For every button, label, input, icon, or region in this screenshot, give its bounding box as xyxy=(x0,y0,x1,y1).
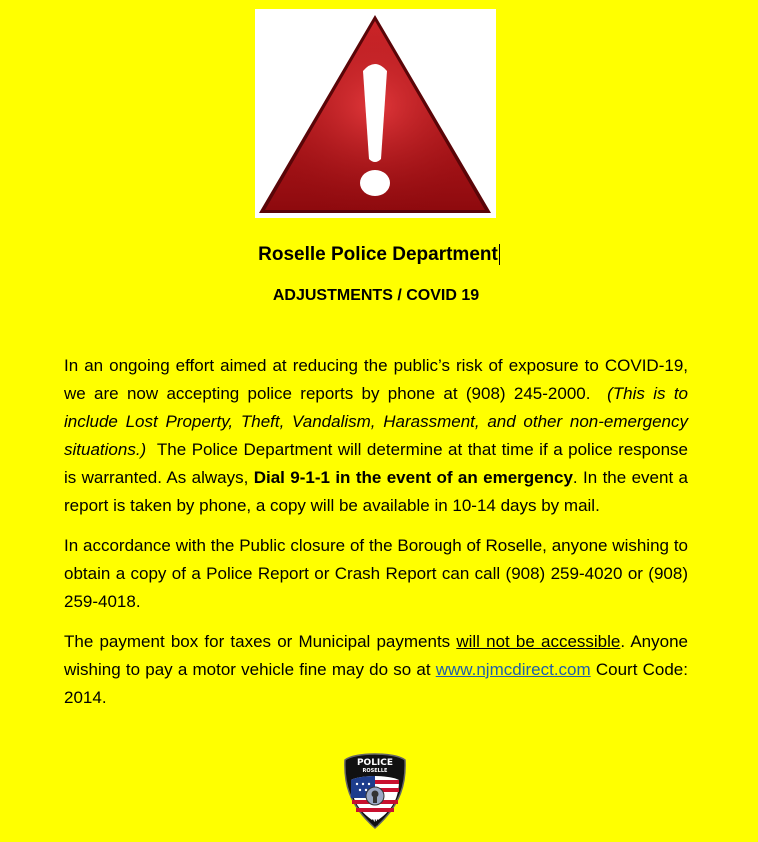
paragraph-reports: In an ongoing effort aimed at reducing the public’s risk of exposure to COVID-19, we are now accepting police reports by phone at (908) 245-2000. (This is to include Lost Property, Theft, Vandalism, Harassment, and other non-emergency situations.) The Police Department will determine at that time if a police response is warranted. As always, Dial 9-1-1 in the event of an emergency. In the event a report is taken by phone, a copy will be available in 10-14 days by mail. xyxy=(64,356,688,515)
badge-city-text: ROSELLE xyxy=(362,768,388,774)
emergency-notice: Dial 9-1-1 in the event of an emergency xyxy=(253,468,573,487)
page-subtitle: ADJUSTMENTS / COVID 19 xyxy=(272,287,480,304)
badge-top-text: POLICE xyxy=(356,758,394,768)
police-badge xyxy=(342,752,408,830)
police-badge-icon xyxy=(342,752,408,830)
njmcdirect-link[interactable]: www.njmcdirect.com xyxy=(435,660,591,679)
badge-state-text: NJ xyxy=(371,819,379,826)
notice-body xyxy=(64,352,688,712)
warning-image xyxy=(255,9,496,218)
page-title: Roselle Police Department xyxy=(258,244,498,265)
paragraph-payments: The payment box for taxes or Municipal payments will not be accessible. Anyone wishing to pay a motor vehicle fine may do so at www.njmcdirect.com Court Code: 2014. xyxy=(64,632,688,707)
paragraph-report-copies: In accordance with the Public closure of the Borough of Roselle, anyone wishing to obtain a copy of a Police Report or Crash Report can call (908) 259-4020 or (908) 259-4018. xyxy=(64,536,688,611)
warning-triangle-icon xyxy=(255,9,496,218)
